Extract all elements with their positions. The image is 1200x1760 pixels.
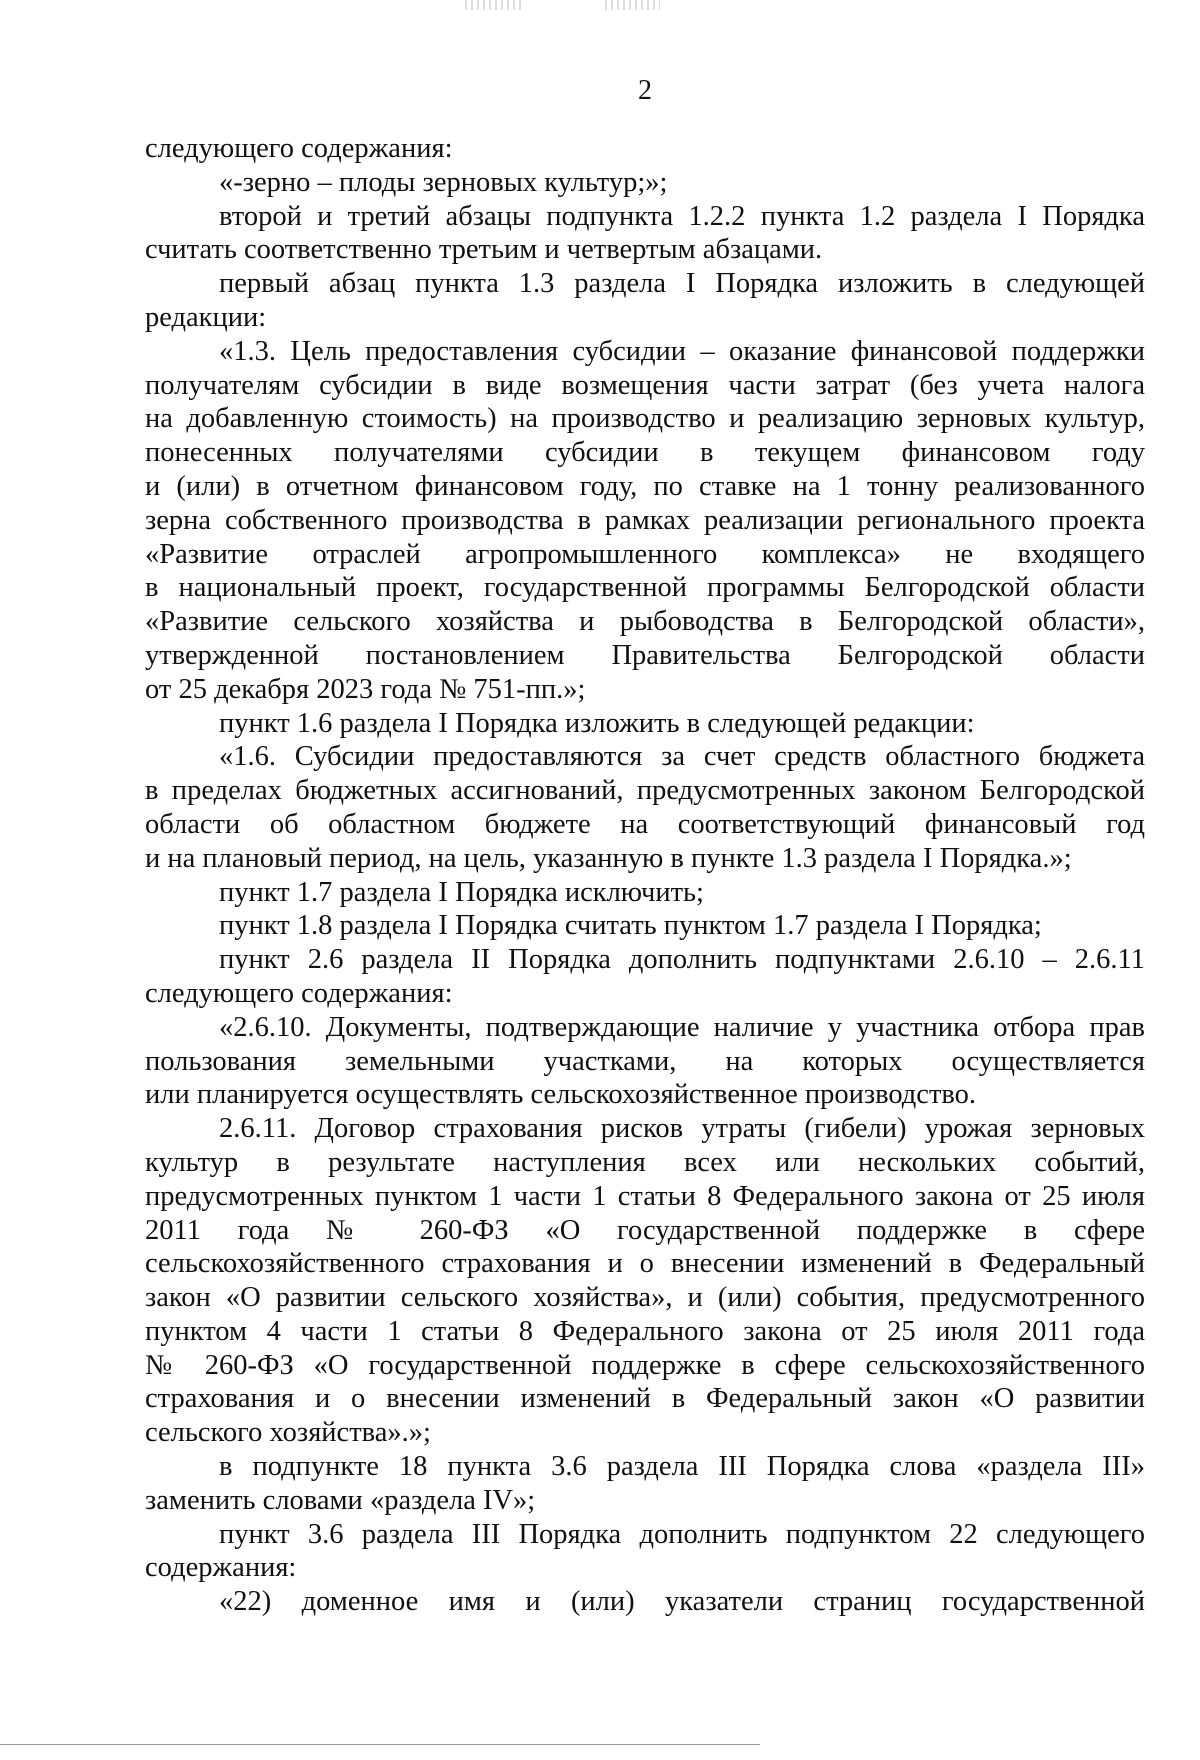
scan-artifact bbox=[465, 0, 525, 10]
text-line: содержания: bbox=[145, 1552, 297, 1584]
text-line: второй и третий абзацы подпункта 1.2.2 пункта 1.2 раздела I Порядка bbox=[219, 200, 1145, 232]
text-line: «2.6.10. Документы, подтверждающие наличие у участника отбора прав bbox=[219, 1011, 1145, 1043]
text-line: «1.6. Субсидии предоставляются за счет средств областного бюджета bbox=[219, 741, 1145, 773]
text-line: редакции: bbox=[145, 301, 267, 333]
text-line: «22) доменное имя и (или) указатели страниц государственной bbox=[219, 1586, 1145, 1618]
text-line: от 25 декабря 2023 года № 751-пп.»; bbox=[145, 673, 586, 705]
text-line: «Развитие сельского хозяйства и рыбоводства в Белгородской области», bbox=[145, 606, 1145, 638]
text-line: пункт 3.6 раздела III Порядка дополнить подпунктом 22 следующего bbox=[219, 1518, 1145, 1550]
text-line: первый абзац пункта 1.3 раздела I Порядка изложить в следующей bbox=[219, 268, 1145, 300]
text-line: или планируется осуществлять сельскохозяйственное производство. bbox=[145, 1079, 977, 1111]
text-line: утвержденной постановлением Правительства Белгородской области bbox=[145, 639, 1145, 671]
text-line: получателям субсидии в виде возмещения части затрат (без учета налога bbox=[145, 369, 1145, 401]
text-line: «1.3. Цель предоставления субсидии – оказание финансовой поддержки bbox=[219, 335, 1145, 367]
text-line: культур в результате наступления всех или нескольких событий, bbox=[145, 1146, 1145, 1178]
text-line: пункт 1.7 раздела I Порядка исключить; bbox=[219, 876, 704, 908]
text-line: на добавленную стоимость) на производство и реализацию зерновых культур, bbox=[145, 403, 1145, 435]
text-line: закон «О развитии сельского хозяйства», и (или) события, предусмотренного bbox=[145, 1282, 1145, 1314]
text-line: предусмотренных пунктом 1 части 1 статьи 8 Федерального закона от 25 июля bbox=[145, 1180, 1145, 1212]
text-line: пункт 2.6 раздела II Порядка дополнить подпунктами 2.6.10 – 2.6.11 bbox=[219, 944, 1145, 976]
text-line: понесенных получателями субсидии в текущем финансовом году bbox=[145, 437, 1145, 469]
bottom-rule bbox=[0, 1744, 760, 1745]
text-line: и (или) в отчетном финансовом году, по ставке на 1 тонну реализованного bbox=[145, 470, 1145, 502]
page-number: 2 bbox=[638, 75, 652, 106]
text-line: в пределах бюджетных ассигнований, предусмотренных законом Белгородской bbox=[145, 775, 1145, 807]
text-line: области об областном бюджете на соответствующий финансовый год bbox=[145, 808, 1145, 840]
text-line: «-зерно – плоды зерновых культур;»; bbox=[219, 166, 668, 198]
text-line: № 260-ФЗ «О государственной поддержке в сфере сельскохозяйственного bbox=[145, 1349, 1145, 1381]
text-line: зерна собственного производства в рамках реализации регионального проекта bbox=[145, 504, 1145, 536]
text-line: пользования земельными участками, на которых осуществляется bbox=[145, 1045, 1145, 1077]
scan-artifact bbox=[605, 0, 660, 10]
text-line: сельскохозяйственного страхования и о внесении изменений в Федеральный bbox=[145, 1248, 1145, 1280]
text-line: пунктом 4 части 1 статьи 8 Федерального закона от 25 июля 2011 года bbox=[145, 1315, 1145, 1347]
text-line: 2011 года № 260-ФЗ «О государственной поддержке в сфере bbox=[145, 1214, 1145, 1246]
text-line: пункт 1.6 раздела I Порядка изложить в следующей редакции: bbox=[219, 707, 975, 739]
text-line: в подпункте 18 пункта 3.6 раздела III Порядка слова «раздела III» bbox=[219, 1451, 1145, 1483]
text-line: сельского хозяйства».»; bbox=[145, 1417, 431, 1449]
text-line: заменить словами «раздела IV»; bbox=[145, 1484, 536, 1516]
text-line: следующего содержания: bbox=[145, 977, 453, 1009]
text-line: «Развитие отраслей агропромышленного комплекса» не входящего bbox=[145, 538, 1145, 570]
text-line: в национальный проект, государственной программы Белгородской области bbox=[145, 572, 1145, 604]
text-line: 2.6.11. Договор страхования рисков утраты (гибели) урожая зерновых bbox=[219, 1113, 1145, 1145]
document-body bbox=[145, 132, 1145, 1619]
text-line: пункт 1.8 раздела I Порядка считать пунктом 1.7 раздела I Порядка; bbox=[219, 910, 1042, 942]
text-line: страхования и о внесении изменений в Федеральный закон «О развитии bbox=[145, 1383, 1145, 1415]
text-line: считать соответственно третьим и четвертым абзацами. bbox=[145, 234, 823, 266]
text-line: и на плановый период, на цель, указанную в пункте 1.3 раздела I Порядка.»; bbox=[145, 842, 1072, 874]
text-line: следующего содержания: bbox=[145, 133, 453, 164]
